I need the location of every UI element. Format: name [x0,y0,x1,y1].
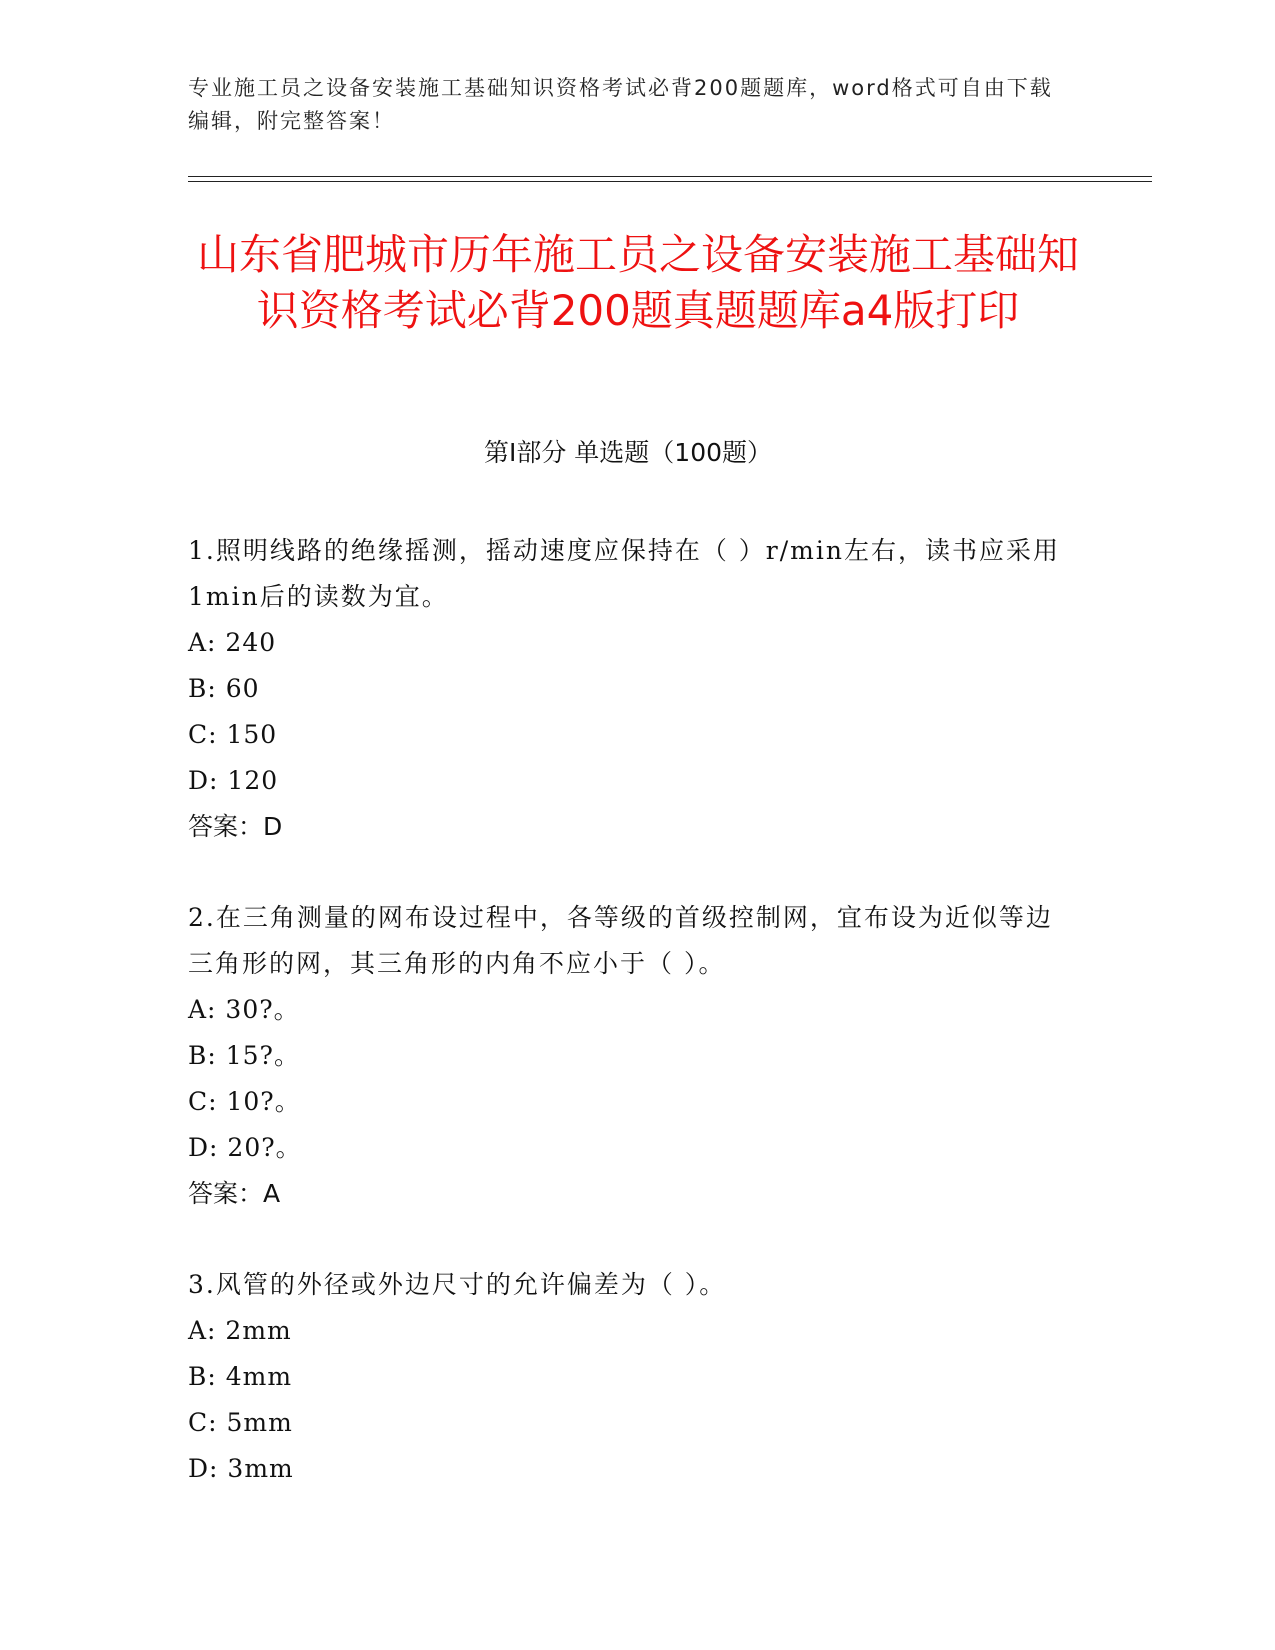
question-stem: 3.风管的外径或外边尺寸的允许偏差为（ ）。 [188,1270,727,1299]
option-b: B: 15?。 [188,1041,300,1070]
section-title: 第Ⅰ部分 单选题（100题） [483,438,773,467]
document-title: 山东省肥城市历年施工员之设备安装施工基础知识资格考试必背200题真题题库a4版打印 [196,230,1079,335]
question-2 [188,895,1068,1217]
option-a: A: 240 [188,628,277,657]
option-b: B: 60 [188,674,260,703]
option-c: C: 5mm [188,1408,293,1437]
answer: 答案：D [188,812,283,841]
question-3 [188,1262,1068,1492]
question-1 [188,528,1068,850]
option-d: D: 120 [188,766,279,795]
header-rule-bottom [188,181,1152,182]
option-c: C: 150 [188,720,278,749]
question-stem: 2.在三角测量的网布设过程中，各等级的首级控制网，宜布设为近似等边三角形的网，其三角形的内角不应小于（ ）。 [188,903,1053,978]
option-d: D: 20?。 [188,1133,302,1162]
question-stem: 1.照明线路的绝缘摇测，摇动速度应保持在（ ）r/min左右，读书应采用1min后的读数为宜。 [188,536,1060,611]
header-note: 专业施工员之设备安装施工基础知识资格考试必背200题题库，word格式可自由下载编辑，附完整答案！ [188,76,1053,133]
option-d: D: 3mm [188,1454,294,1483]
option-b: B: 4mm [188,1362,293,1391]
option-c: C: 10?。 [188,1087,301,1116]
option-a: A: 30?。 [188,995,300,1024]
answer: 答案：A [188,1179,281,1208]
header-rule-top [188,176,1152,177]
option-a: A: 2mm [188,1316,292,1345]
question-list [188,528,1068,1537]
